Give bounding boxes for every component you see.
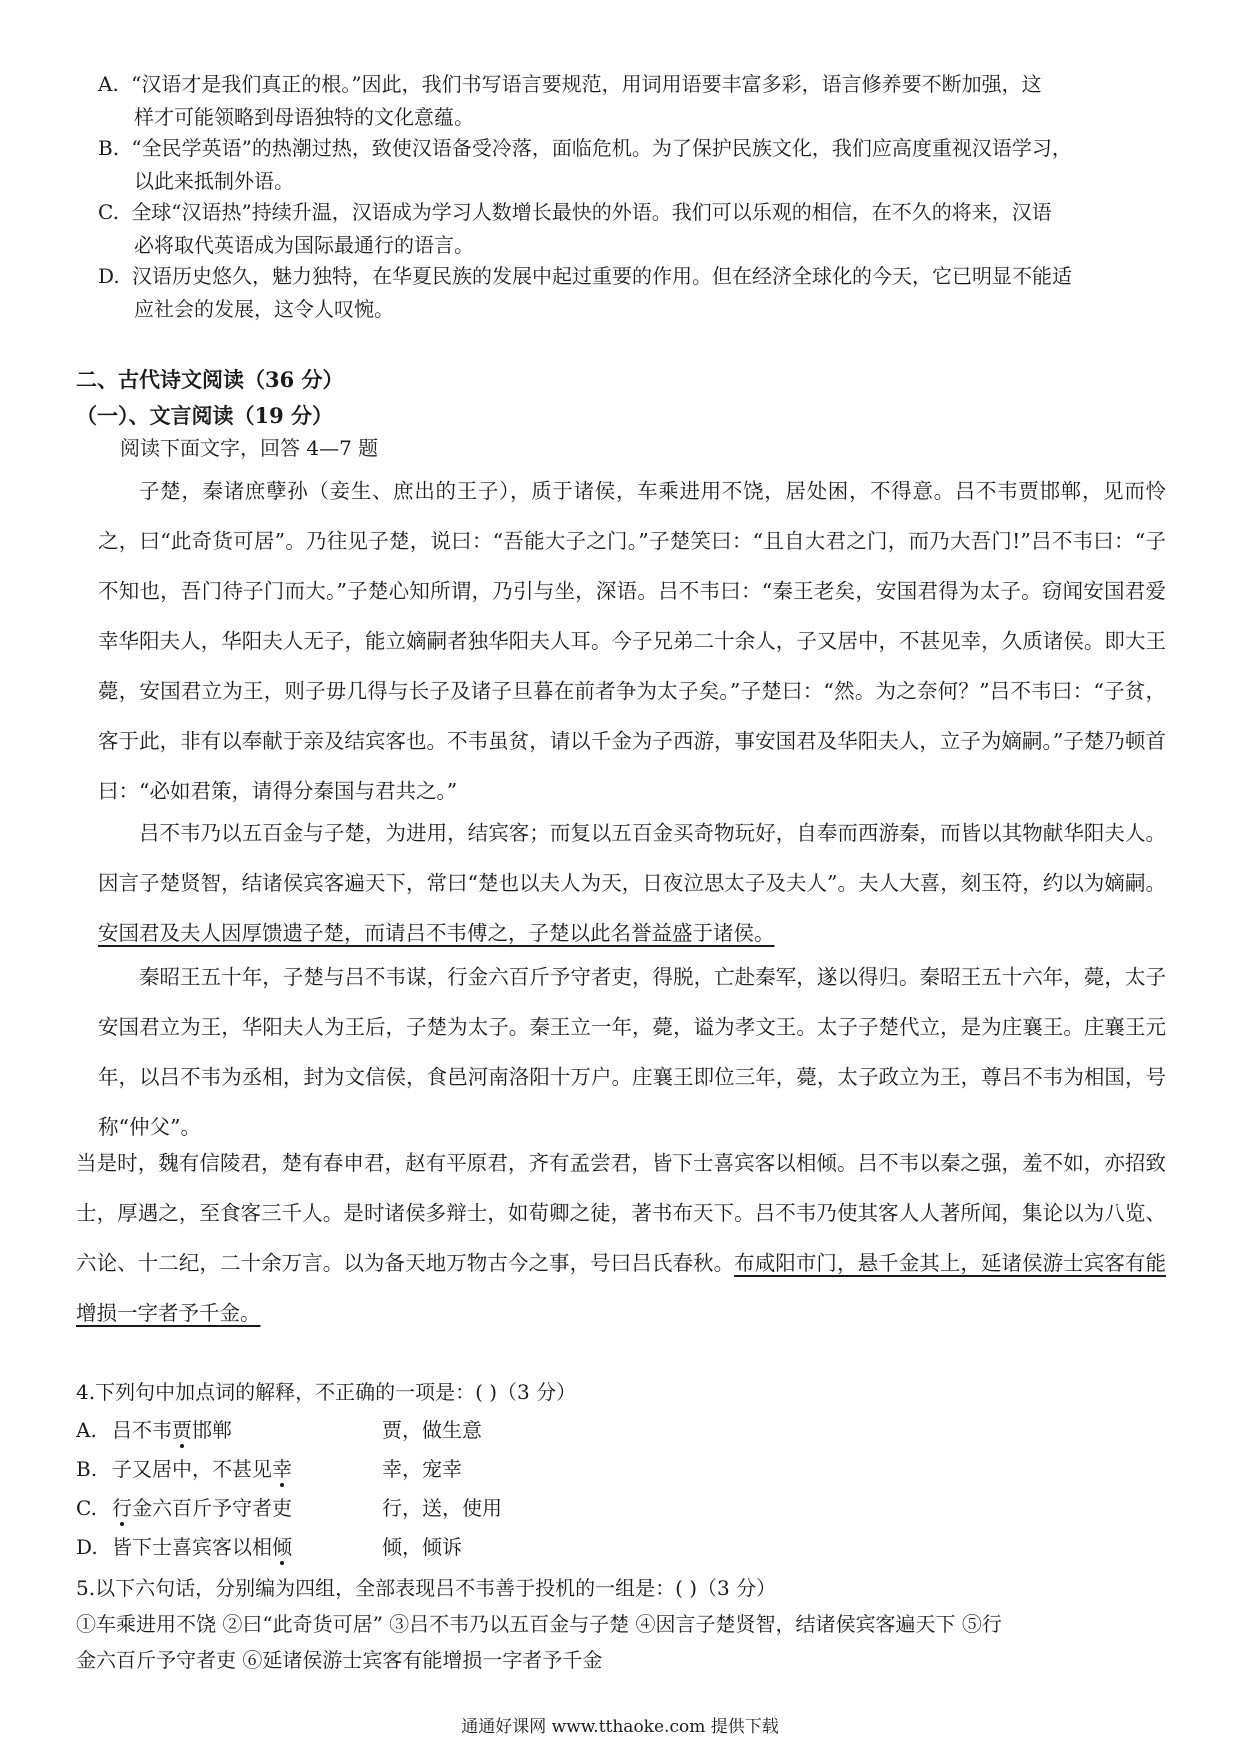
choice-gloss: 幸，宠幸: [382, 1457, 462, 1481]
option-label: C.: [98, 200, 119, 224]
q4-choice-a: [76, 1410, 482, 1450]
choice-text: 皆下士喜宾客以相: [112, 1535, 272, 1559]
question-5-items-line-1: ①车乘进用不饶 ②曰“此奇货可居” ③吕不韦乃以五百金与子楚 ④因言子楚贤智，结诸侯宾客遍天下 ⑤行: [76, 1612, 1002, 1636]
option-label: A.: [98, 72, 119, 96]
option-b: [98, 132, 1166, 198]
option-text-continued: 应社会的发展，这令人叹惋。: [134, 297, 394, 321]
underlined-sentence: 安国君及夫人因厚馈遗子楚，而请吕不韦傅之，子楚以此名誉益盛于诸侯。: [98, 921, 775, 945]
choice-label: D.: [76, 1535, 98, 1559]
option-label: B.: [98, 136, 120, 160]
question-5-items-line-2: 金六百斤予守者吏 ⑥延诸侯游士宾客有能增损一字者予千金: [76, 1648, 603, 1672]
dotted-word: 贾: [172, 1418, 192, 1442]
option-text-continued: 必将取代英语成为国际最通行的语言。: [134, 233, 474, 257]
choice-label: A.: [76, 1418, 97, 1442]
q4-choice-c: [76, 1488, 502, 1528]
choice-text: 子又居中，不甚见: [112, 1457, 272, 1481]
q4-choice-b: [76, 1449, 462, 1489]
passage-text: 吕不韦乃以五百金与子楚，为进用，结宾客；而复以五百金买奇物玩好，自奉而西游秦，而皆以其物献华阳夫人。因言子楚贤智，结诸侯宾客遍天下，常曰“楚也以夫人为天，日夜泣思太子及夫人”。夫人大喜，刻玉符，约以为嫡嗣。: [98, 821, 1166, 895]
option-c: [98, 196, 1166, 262]
passage-paragraph-3: 秦昭王五十年，子楚与吕不韦谋，行金六百斤予守者吏，得脱，亡赴秦军，遂以得归。秦昭王五十六年，薨，太子安国君立为王，华阳夫人为王后，子楚为太子。秦王立一年，薨，谥为孝文王。太子子楚代立，是为庄襄王。庄襄王元年，以吕不韦为丞相，封为文信侯，食邑河南洛阳十万户。庄襄王即位三年，薨，太子政立为王，尊吕不韦为相国，号称“仲父”。: [98, 965, 1166, 1139]
question-5-stem: 5.以下六句话，分别编为四组，全部表现吕不韦善于投机的一组是：( )（3 分）: [76, 1576, 777, 1600]
choice-gloss: 行，送，使用: [382, 1496, 502, 1520]
choice-label: B.: [76, 1457, 98, 1481]
question-4-stem: 4.下列句中加点词的解释，不正确的一项是：( )（3 分）: [76, 1380, 577, 1404]
underlined-sentence: 布咸阳市门，悬千金其上，延诸侯游士宾客有能增损一字者予千金。: [76, 1251, 1167, 1325]
subsection-title: （一）、文言阅读（19 分）: [76, 403, 334, 428]
passage-text: 当是时，魏有信陵君，楚有春申君，赵有平原君，齐有孟尝君，皆下士喜宾客以相倾。吕不韦以秦之强，羞不如，亦招致士，厚遇之，至食客三千人。是时诸侯多辩士，如荀卿之徒，著书布天下。吕不韦乃使其客人人著所闻，集论以为八览、六论、十二纪，二十余万言。以为备天地万物古今之事，号曰吕氏春秋。: [76, 1151, 1166, 1275]
passage-paragraph-2: [98, 808, 1166, 958]
dotted-word: 幸: [272, 1457, 292, 1481]
q4-choice-d: [76, 1527, 462, 1567]
reading-instruction: 阅读下面文字，回答 4—7 题: [120, 436, 379, 460]
option-text: “全民学英语”的热潮过热，致使汉语备受冷落，面临危机。为了保护民族文化，我们应高度重视汉语学习，: [131, 136, 1072, 160]
choice-gloss: 倾，倾诉: [382, 1535, 462, 1559]
option-label: D.: [98, 264, 120, 288]
dotted-word: 倾: [272, 1535, 292, 1559]
choice-text: 金六百斤予守者吏: [132, 1496, 292, 1520]
dotted-word: 行: [112, 1496, 132, 1520]
option-a: [98, 68, 1166, 134]
choice-text: 吕不韦: [112, 1418, 172, 1442]
passage-paragraph-4: [76, 1138, 1166, 1338]
passage-paragraph-1: 子楚，秦诸庶孽孙（妾生、庶出的王子），质于诸侯，车乘进用不饶，居处困，不得意。吕不韦贾邯郸，见而怜之，曰“此奇货可居”。乃往见子楚，说曰：“吾能大子之门。”子楚笑曰：“且自大君之门，而乃大吾门!”吕不韦曰：“子不知也，吾门待子门而大。”子楚心知所谓，乃引与坐，深语。吕不韦曰：“秦王老矣，安国君得为太子。窃闻安国君爱幸华阳夫人，华阳夫人无子，能立嫡嗣者独华阳夫人耳。今子兄弟二十余人，子又居中，不甚见幸，久质诸侯。即大王薨，安国君立为王，则子毋几得与长子及诸子旦暮在前者争为太子矣。”子楚曰：“然。为之奈何？”吕不韦曰：“子贫，客于此，非有以奉献于亲及结宾客也。不韦虽贫，请以千金为子西游，事安国君及华阳夫人，立子为嫡嗣。”子楚乃顿首曰：“必如君策，请得分秦国与君共之。”: [98, 479, 1166, 803]
option-text-continued: 以此来抵制外语。: [134, 169, 294, 193]
choice-gloss: 贾，做生意: [382, 1418, 482, 1442]
option-text: 全球“汉语热”持续升温，汉语成为学习人数增长最快的外语。我们可以乐观的相信，在不久的将来，汉语: [131, 200, 1052, 224]
option-text-continued: 样才可能领略到母语独特的文化意蕴。: [134, 105, 474, 129]
section-title: 二、古代诗文阅读（36 分）: [76, 367, 344, 392]
choice-text: 邯郸: [192, 1418, 232, 1442]
choice-label: C.: [76, 1496, 97, 1520]
option-text: “汉语才是我们真正的根。”因此，我们书写语言要规范，用词用语要丰富多彩，语言修养要不断加强，这: [131, 72, 1042, 96]
option-d: [98, 260, 1166, 326]
option-text: 汉语历史悠久，魅力独特，在华夏民族的发展中起过重要的作用。但在经济全球化的今天，它已明显不能适: [132, 264, 1073, 288]
page-footer: 通通好课网 www.tthaoke.com 提供下载: [461, 1717, 779, 1737]
